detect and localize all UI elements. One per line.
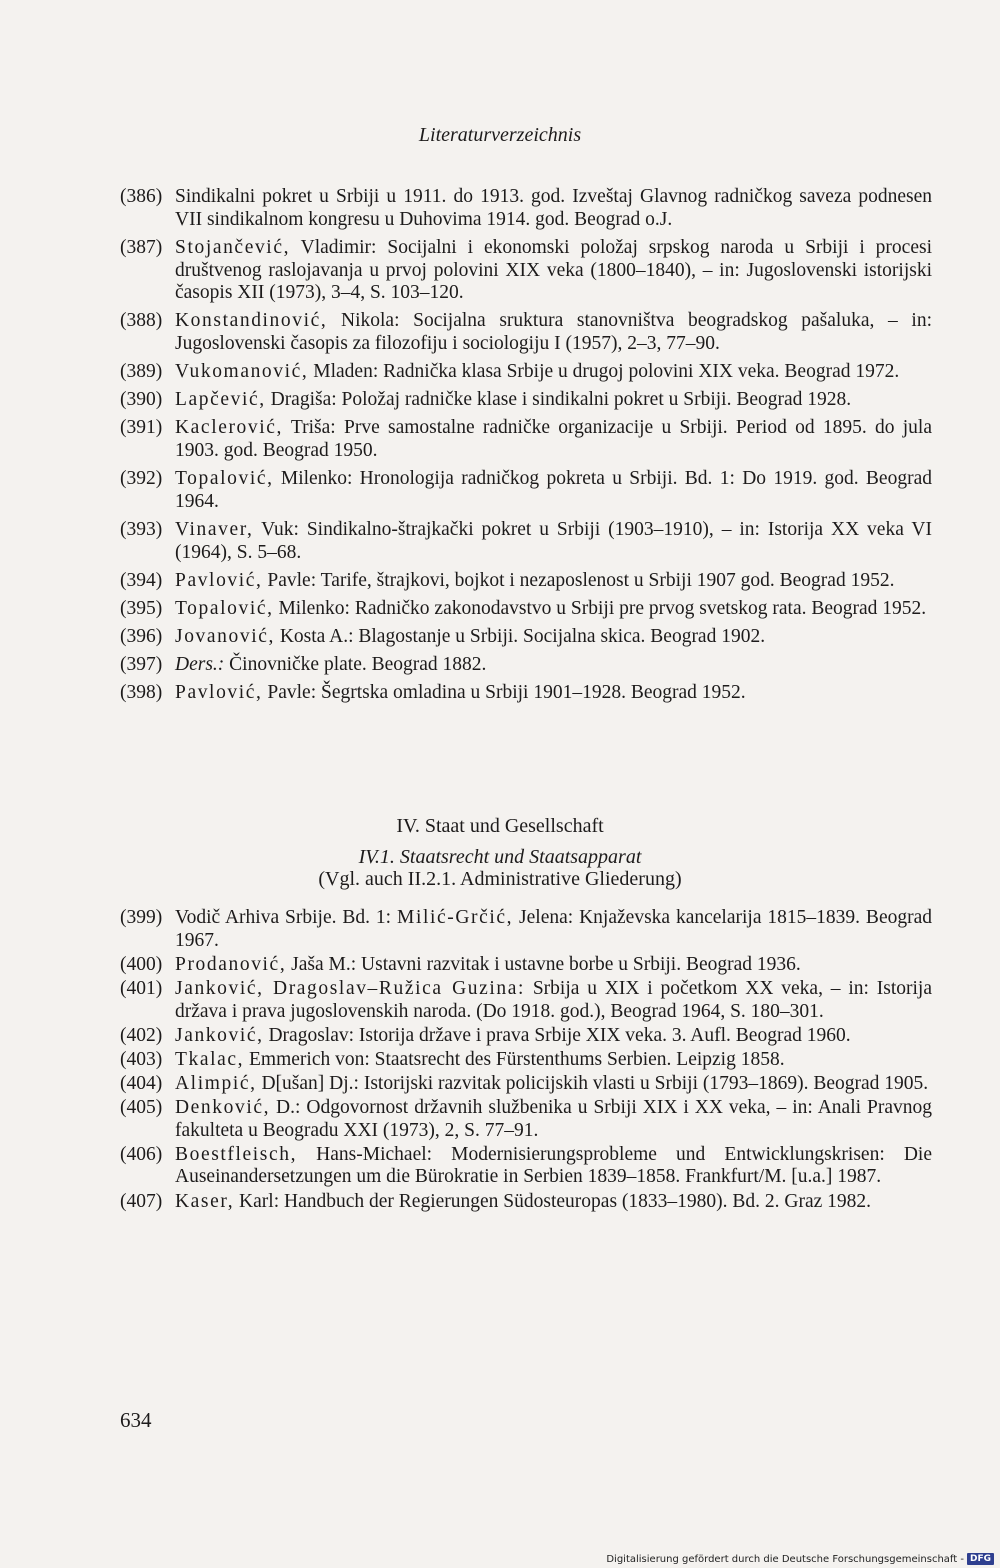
entry-author: Janković, Dragoslav–Ružica Guzina: [175,977,526,999]
entry-author: Kaser, [175,1190,235,1212]
bibliography-entry [120,519,932,564]
bibliography-list-part1 [120,186,932,710]
entry-author: Lapčević, [175,389,266,411]
entry-number: (406) [120,1143,163,1165]
entry-number: (398) [120,682,163,704]
bibliography-entry [120,626,932,649]
entry-text: Milenko: Hronologija radničkog pokreta u Srbiji. Bd. 1: Do 1919. god. Beograd 1964. [175,468,932,512]
section-subheading: IV.1. Staatsrecht und Staatsapparat [358,846,642,868]
entry-number: (386) [120,186,163,207]
entry-number: (407) [120,1190,163,1212]
entry-number: (402) [120,1024,163,1046]
page-title: Literaturverzeichnis [418,124,582,146]
bibliography-entry [120,1191,932,1214]
entry-text: Jelena: Knjaževska kancelarija 1815–1839. Beograd 1967. [175,907,932,951]
entry-number: (404) [120,1072,163,1094]
entry-number: (399) [120,907,163,928]
entry-author: Vukomanović, [175,361,309,383]
bibliography-entry [120,682,932,705]
entry-text: Hans-Michael: Modernisierungsprobleme und Entwicklungskrisen: Die Auseinandersetzungen um die Bürokratie in Serbien 1839–1858. Frankfurt/M. [u.a.] 1987. [175,1143,932,1188]
bibliography-list-part2 [120,907,932,1215]
entry-author: Kaclerović, [175,417,284,439]
section-note: (Vgl. auch II.2.1. Administrative Gliederung) [318,868,682,890]
entry-text: Dragiša: Položaj radničke klase i sindikalni pokret u Srbiji. Beograd 1928. [265,389,852,411]
bibliography-entry [120,186,932,231]
entry-number: (395) [120,597,163,619]
entry-text: Činovničke plate. Beograd 1882. [224,653,487,675]
entry-text: Sindikalni pokret u Srbiji u 1911. do 1913. god. Izveštaj Glavnog radničkog saveza podnesen VII sindikalnom kongresu u Duhovima 1914. god. Beograd o.J. [175,186,932,230]
entry-text: Vladimir: Socijalni i ekonomski položaj srpskog naroda u Srbiji i procesi društvenog raslojavanja u prvoj polovini XIX veka (1800–1840), – in: Jugoslovenski istorijski časopis XII (1973), 3–4, S. 103–120. [175,236,932,304]
bibliography-entry [120,1025,932,1048]
bibliography-entry [120,237,932,305]
entry-number: (390) [120,389,163,411]
entry-number: (391) [120,417,163,439]
entry-number: (388) [120,310,163,332]
entry-number: (405) [120,1096,163,1118]
entry-number: (393) [120,518,163,540]
bibliography-entry [120,954,932,977]
entry-ders: Ders.: [175,653,225,675]
entry-number: (389) [120,361,163,383]
bibliography-entry [120,1049,932,1072]
bibliography-entry [120,417,932,462]
entry-author: Jovanović, [175,625,275,647]
entry-number: (394) [120,569,163,591]
entry-prefix: Vodič Arhiva Srbije. Bd. 1: [175,907,398,928]
bibliography-entry [120,468,932,513]
entry-author: Konstandinović, [175,310,328,332]
entry-text: Srbija u XIX i početkom XX veka, – in: Istorija država i prava jugoslovenskih naroda. (Do 1918. god.), Beograd 1964, S. 180–301. [175,977,932,1022]
entry-text: D.: Odgovornost državnih službenika u Srbiji XIX i XX veka, – in: Anali Pravnog fakulteta u Beogradu XXI (1973), 2, S. 77–91. [175,1096,932,1141]
entry-number: (387) [120,236,163,258]
entry-number: (403) [120,1048,163,1070]
bibliography-entry [120,1073,932,1096]
entry-text: Emmerich von: Staatsrecht des Fürstenthums Serbien. Leipzig 1858. [244,1048,785,1070]
entry-author: Alimpić, [175,1072,257,1094]
entry-text: Triša: Prve samostalne radničke organizacije u Srbiji. Period od 1895. do jula 1903. god. Beograd 1950. [175,417,932,461]
bibliography-entry [120,598,932,621]
entry-number: (400) [120,953,163,975]
page-number: 634 [120,1408,152,1432]
entry-author: Topalović, [175,468,274,490]
entry-author: Vinaver, [175,518,254,540]
entry-number: (392) [120,468,163,490]
bibliography-entry [120,907,932,952]
entry-text: D[ušan] Dj.: Istorijski razvitak policijskih vlasti u Srbiji (1793–1869). Beograd 1905. [256,1072,929,1094]
entry-author: Topalović, [175,597,274,619]
entry-author: Pavlović, [175,682,263,704]
bibliography-entry [120,361,932,384]
entry-text: Pavle: Šegrtska omladina u Srbiji 1901–1928. Beograd 1952. [262,682,746,704]
bibliography-entry [120,1097,932,1142]
entry-text: Nikola: Socijalna sruktura stanovništva beogradskog pašaluka, – in: Jugoslovenski časopis za filozofiju i sociologiju I (1957), 2–3, 77–90. [175,310,932,354]
entry-text: Vuk: Sindikalno-štrajkački pokret u Srbiji (1903–1910), – in: Istorija XX veka VI (1964), S. 5–68. [175,518,932,563]
entry-text: Mladen: Radnička klasa Srbije u drugoj polovini XIX veka. Beograd 1972. [308,361,900,383]
entry-text: Pavle: Tarife, štrajkovi, bojkot i nezaposlenost u Srbiji 1907 god. Beograd 1952. [262,569,895,591]
bibliography-entry [120,310,932,355]
entry-number: (396) [120,625,163,647]
entry-author: Tkalac, [175,1048,245,1070]
bibliography-entry [120,1144,932,1189]
entry-text: Milenko: Radničko zakonodavstvo u Srbiji pre prvog svetskog rata. Beograd 1952. [273,597,927,619]
bibliography-entry [120,978,932,1023]
entry-author: Milić-Grčić, [397,907,514,928]
footer-text: Digitalisierung gefördert durch die Deutsche Forschungsgemeinschaft - [606,1553,964,1565]
entry-author: Janković, [175,1024,264,1046]
entry-number: (397) [120,653,163,675]
section-heading: IV. Staat und Gesellschaft [396,815,604,837]
entry-text: Dragoslav: Istorija države i prava Srbije XIX veka. 3. Aufl. Beograd 1960. [263,1024,851,1046]
entry-author: Pavlović, [175,569,263,591]
entry-author: Prodanović, [175,953,287,975]
entry-author: Denković, [175,1096,271,1118]
dfg-logo: DFG [967,1553,994,1565]
digitization-footer [606,1553,994,1565]
entry-text: Karl: Handbuch der Regierungen Südosteuropas (1833–1980). Bd. 2. Graz 1982. [234,1190,872,1212]
bibliography-entry [120,654,932,677]
entry-author: Stojančević, [175,236,291,258]
bibliography-entry [120,389,932,412]
entry-number: (401) [120,977,163,999]
entry-text: Kosta A.: Blagostanje u Srbiji. Socijalna skica. Beograd 1902. [274,625,766,647]
entry-author: Boestfleisch, [175,1143,298,1165]
entry-text: Jaša M.: Ustavni razvitak i ustavne borbe u Srbiji. Beograd 1936. [286,953,801,975]
bibliography-entry [120,570,932,593]
